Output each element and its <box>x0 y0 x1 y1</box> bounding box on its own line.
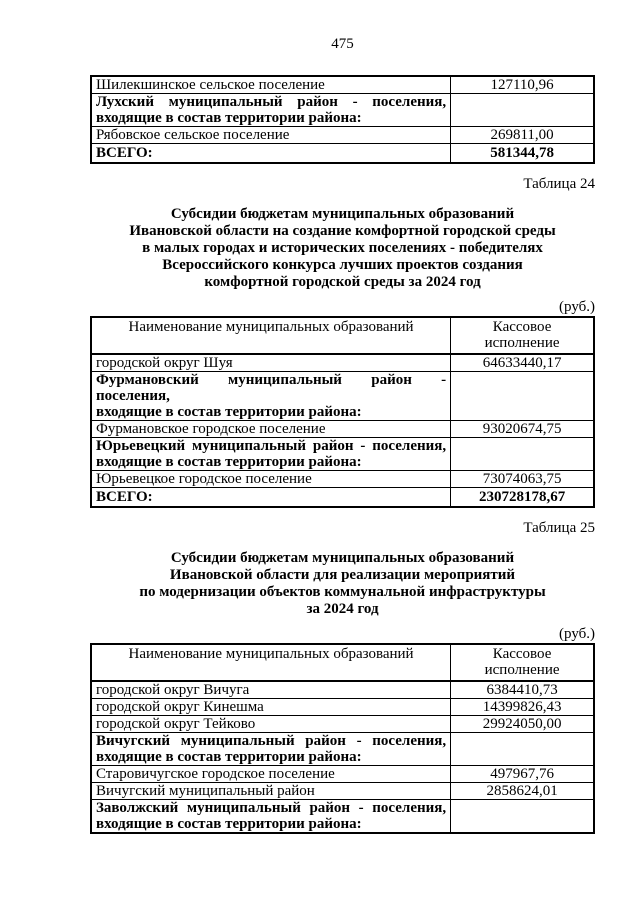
group-name-line: Юрьевецкий муниципальный район - поселения, <box>96 438 447 454</box>
page-number: 475 <box>331 36 354 52</box>
table-row <box>91 471 594 488</box>
table-row-group <box>91 800 594 834</box>
amount-cell: 6384410,73 <box>451 681 594 699</box>
amount-cell <box>451 733 594 766</box>
header-municipality: Наименование муниципальных образований <box>91 317 451 354</box>
municipality-cell <box>91 733 451 766</box>
table-25 <box>90 643 595 834</box>
amount-cell <box>451 800 594 834</box>
amount-cell: 497967,76 <box>451 766 594 783</box>
amount-cell: 64633440,17 <box>451 354 594 372</box>
municipality-cell: Фурмановское городское поселение <box>91 421 451 438</box>
municipality-cell <box>91 372 451 421</box>
amount-cell: 29924050,00 <box>451 716 594 733</box>
title-line: по модернизации объектов коммунальной инфраструктуры <box>139 584 546 600</box>
table-row-total <box>91 488 594 508</box>
table-24-title <box>90 206 595 291</box>
municipality-cell <box>91 800 451 834</box>
table-row <box>91 76 594 94</box>
table-25-title <box>90 550 595 618</box>
municipality-cell: городской округ Шуя <box>91 354 451 372</box>
amount-cell: 14399826,43 <box>451 699 594 716</box>
header-line: Кассовое <box>492 319 552 335</box>
municipality-cell: Старовичугское городское поселение <box>91 766 451 783</box>
table-row <box>91 421 594 438</box>
table-row-group <box>91 372 594 421</box>
municipality-cell: городской округ Вичуга <box>91 681 451 699</box>
amount-cell: 93020674,75 <box>451 421 594 438</box>
title-line: комфортной городской среды за 2024 год <box>204 274 481 290</box>
table-header-row <box>91 644 594 681</box>
header-amount <box>451 644 594 681</box>
header-line: Кассовое <box>492 646 552 662</box>
group-name-line: Лухский муниципальный район - поселения, <box>96 94 447 110</box>
table-24 <box>90 316 595 508</box>
table-row-group <box>91 733 594 766</box>
total-amount-cell: 581344,78 <box>451 144 594 164</box>
group-name-line: входящие в состав территории района: <box>96 110 362 126</box>
title-line: Ивановской области для реализации мероприятий <box>169 567 516 583</box>
table-row <box>91 127 594 144</box>
total-amount-cell: 230728178,67 <box>451 488 594 508</box>
group-name-line: входящие в состав территории района: <box>96 749 362 765</box>
header-municipality: Наименование муниципальных образований <box>91 644 451 681</box>
municipality-cell <box>91 438 451 471</box>
title-line: за 2024 год <box>306 601 379 617</box>
group-name-line: Фурмановский муниципальный район - поселения, <box>96 372 447 404</box>
table-row <box>91 681 594 699</box>
title-line: Ивановской области на создание комфортной городской среды <box>129 223 556 239</box>
table-row <box>91 783 594 800</box>
header-line: исполнение <box>484 335 560 351</box>
municipality-cell: городской округ Тейково <box>91 716 451 733</box>
municipality-cell: Юрьевецкое городское поселение <box>91 471 451 488</box>
municipality-cell: Вичугский муниципальный район <box>91 783 451 800</box>
title-line: Субсидии бюджетам муниципальных образований <box>170 206 515 222</box>
table-row <box>91 354 594 372</box>
amount-cell: 127110,96 <box>451 76 594 94</box>
table-row <box>91 716 594 733</box>
header-amount <box>451 317 594 354</box>
municipality-cell <box>91 94 451 127</box>
table-24-label: Таблица 24 <box>523 176 595 192</box>
document-page-content <box>90 0 595 834</box>
group-name-line: Вичугский муниципальный район - поселения, <box>96 733 447 749</box>
header-line: исполнение <box>484 662 560 678</box>
group-name-line: входящие в состав территории района: <box>96 816 362 832</box>
amount-cell <box>451 438 594 471</box>
group-name-line: входящие в состав территории района: <box>96 404 362 420</box>
group-name-line: входящие в состав территории района: <box>96 454 362 470</box>
table-row <box>91 699 594 716</box>
title-line: Субсидии бюджетам муниципальных образований <box>170 550 515 566</box>
unit-label: (руб.) <box>559 299 595 315</box>
title-line: в малых городах и исторических поселениях - победителях <box>142 240 543 256</box>
amount-cell <box>451 372 594 421</box>
table-row <box>91 766 594 783</box>
total-label-cell: ВСЕГО: <box>91 144 451 164</box>
total-label-cell: ВСЕГО: <box>91 488 451 508</box>
continued-table <box>90 75 595 164</box>
amount-cell: 2858624,01 <box>451 783 594 800</box>
amount-cell: 269811,00 <box>451 127 594 144</box>
title-line: Всероссийского конкурса лучших проектов создания <box>162 257 523 273</box>
table-25-label: Таблица 25 <box>523 520 595 536</box>
table-row-group <box>91 94 594 127</box>
table-row-group <box>91 438 594 471</box>
municipality-cell: городской округ Кинешма <box>91 699 451 716</box>
unit-label: (руб.) <box>559 626 595 642</box>
group-name-line: Заволжский муниципальный район - поселения, <box>96 800 447 816</box>
municipality-cell: Рябовское сельское поселение <box>91 127 451 144</box>
amount-cell: 73074063,75 <box>451 471 594 488</box>
table-row-total <box>91 144 594 164</box>
amount-cell <box>451 94 594 127</box>
table-header-row <box>91 317 594 354</box>
municipality-cell: Шилекшинское сельское поселение <box>91 76 451 94</box>
